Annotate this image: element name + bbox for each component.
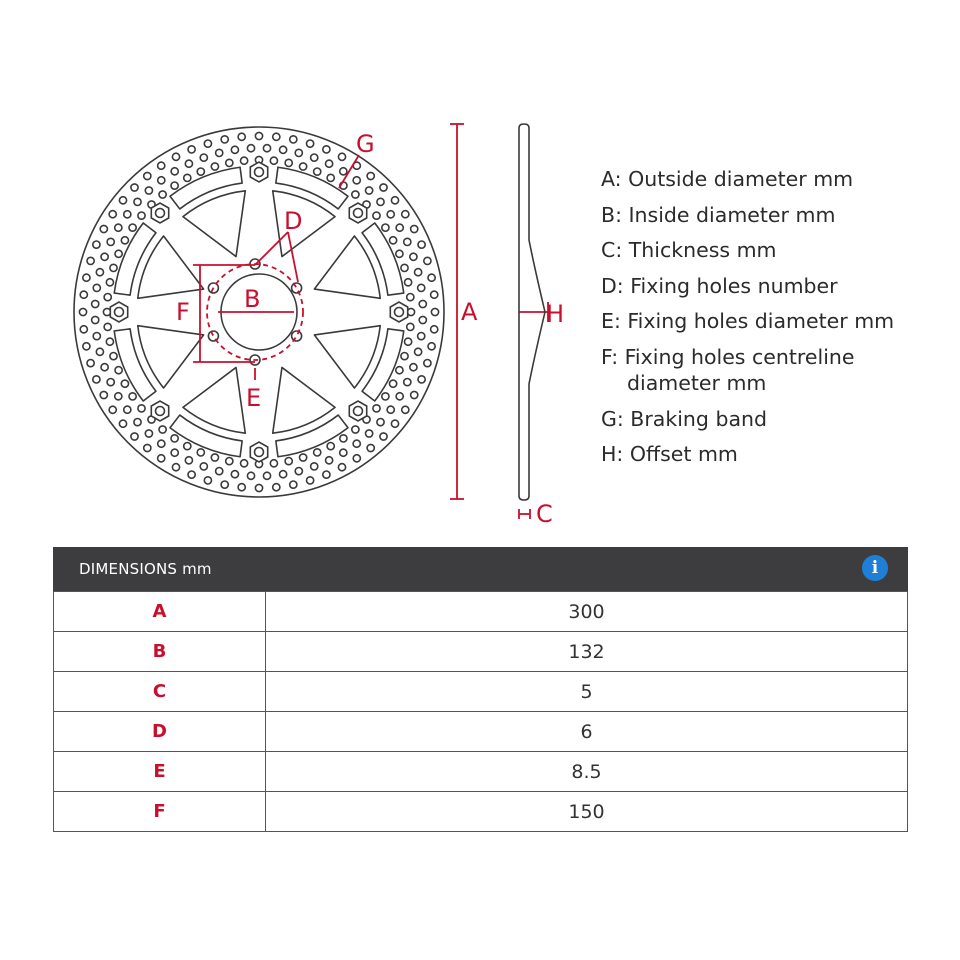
brake-hole xyxy=(390,237,397,244)
brake-hole xyxy=(431,308,438,315)
brake-hole xyxy=(327,174,334,181)
brake-hole xyxy=(407,294,414,301)
label-e: E xyxy=(246,384,262,412)
brake-hole xyxy=(80,326,87,333)
brake-hole xyxy=(382,224,389,231)
brake-hole xyxy=(158,440,165,447)
brake-hole xyxy=(184,174,191,181)
brake-hole xyxy=(407,323,414,330)
brake-hole xyxy=(185,160,192,167)
brake-hole xyxy=(231,146,238,153)
brake-hole xyxy=(185,457,192,464)
brake-hole xyxy=(380,184,387,191)
brake-hole xyxy=(290,136,297,143)
brake-hole xyxy=(401,353,408,360)
brake-hole xyxy=(106,338,113,345)
label-g: G xyxy=(356,130,375,158)
brake-hole xyxy=(396,393,403,400)
brake-hole xyxy=(419,316,426,323)
brake-hole xyxy=(241,460,248,467)
brake-hole xyxy=(390,380,397,387)
brake-hole xyxy=(93,284,100,291)
brake-hole xyxy=(92,316,99,323)
brake-hole xyxy=(158,177,165,184)
brake-hole xyxy=(415,348,422,355)
brake-hole xyxy=(144,444,151,451)
brake-hole xyxy=(145,187,152,194)
brake-hole xyxy=(124,211,131,218)
table-row xyxy=(54,672,908,712)
brake-hole xyxy=(87,257,94,264)
brake-hole xyxy=(418,241,425,248)
brake-hole xyxy=(211,454,218,461)
brake-hole xyxy=(307,477,314,484)
bobbin-hex xyxy=(110,302,127,322)
brake-hole xyxy=(221,481,228,488)
row-value: 6 xyxy=(266,712,908,752)
brake-hole xyxy=(171,449,178,456)
brake-hole xyxy=(396,367,403,374)
brake-hole xyxy=(377,419,384,426)
brake-hole xyxy=(100,391,107,398)
bobbin-hex xyxy=(250,442,267,462)
bobbin-hex xyxy=(151,401,168,421)
legend-item-g: G: Braking band xyxy=(601,406,768,431)
brake-hole xyxy=(387,406,394,413)
brake-hole xyxy=(121,237,128,244)
brake-hole xyxy=(353,440,360,447)
brake-hole xyxy=(107,379,114,386)
brake-hole xyxy=(221,136,228,143)
row-key: E xyxy=(54,752,266,792)
brake-hole xyxy=(255,484,262,491)
brake-hole xyxy=(311,463,318,470)
brake-hole xyxy=(300,163,307,170)
brake-hole xyxy=(159,191,166,198)
brake-hole xyxy=(158,455,165,462)
brake-hole xyxy=(418,376,425,383)
brake-hole xyxy=(131,184,138,191)
legend-item-e: E: Fixing holes diameter mm xyxy=(601,309,895,334)
brake-hole xyxy=(138,212,145,219)
brake-hole xyxy=(92,300,99,307)
brake-hole xyxy=(424,360,431,367)
label-b: B xyxy=(244,285,261,313)
label-a: A xyxy=(461,298,478,326)
fixing-hole xyxy=(292,283,302,293)
brake-hole xyxy=(226,458,233,465)
legend-item-h: H: Offset mm xyxy=(601,442,738,467)
brake-hole xyxy=(83,274,90,281)
brake-hole xyxy=(184,443,191,450)
label-c: C xyxy=(536,500,553,528)
brake-hole xyxy=(285,458,292,465)
row-key: B xyxy=(54,632,266,672)
brake-hole xyxy=(121,380,128,387)
brake-hole xyxy=(204,140,211,147)
table-row xyxy=(54,752,908,792)
brake-hole xyxy=(352,426,359,433)
brake-hole xyxy=(172,153,179,160)
brake-hole xyxy=(231,471,238,478)
brake-hole xyxy=(391,197,398,204)
brake-hole xyxy=(119,197,126,204)
brake-hole xyxy=(311,154,318,161)
brake-hole xyxy=(295,468,302,475)
brake-hole xyxy=(380,433,387,440)
brake-hole xyxy=(280,471,287,478)
brake-hole xyxy=(327,443,334,450)
brake-hole xyxy=(159,426,166,433)
row-key: F xyxy=(54,792,266,832)
brake-hole xyxy=(295,149,302,156)
brake-hole xyxy=(134,419,141,426)
row-key: C xyxy=(54,672,266,712)
brake-hole xyxy=(171,435,178,442)
brake-hole xyxy=(366,430,373,437)
table-row xyxy=(54,712,908,752)
dimensions-header xyxy=(53,547,908,591)
table-row xyxy=(54,592,908,632)
brake-hole xyxy=(340,435,347,442)
dimensions-grid xyxy=(53,591,908,832)
brake-hole xyxy=(138,405,145,412)
brake-hole xyxy=(129,224,136,231)
brake-hole xyxy=(216,149,223,156)
brake-hole xyxy=(424,257,431,264)
brake-hole xyxy=(353,455,360,462)
label-f: F xyxy=(176,298,190,326)
brake-hole xyxy=(270,157,277,164)
brake-hole xyxy=(382,393,389,400)
brake-hole xyxy=(373,405,380,412)
brake-hole xyxy=(211,163,218,170)
brake-hole xyxy=(387,211,394,218)
brake-hole xyxy=(101,364,108,371)
brake-hole xyxy=(323,471,330,478)
brake-hole xyxy=(93,333,100,340)
brake-hole xyxy=(238,133,245,140)
brake-hole xyxy=(145,430,152,437)
brake-hole xyxy=(323,146,330,153)
bobbin-hex xyxy=(390,302,407,322)
row-value: 5 xyxy=(266,672,908,712)
brake-hole xyxy=(110,353,117,360)
brake-hole xyxy=(280,146,287,153)
brake-hole xyxy=(366,187,373,194)
brake-hole xyxy=(314,168,321,175)
brake-hole xyxy=(340,168,347,175)
brake-hole xyxy=(263,472,270,479)
brake-hole xyxy=(247,145,254,152)
brake-hole xyxy=(172,464,179,471)
dimensions-table xyxy=(53,547,908,832)
brake-hole xyxy=(197,168,204,175)
brake-hole xyxy=(131,433,138,440)
brake-hole xyxy=(115,224,122,231)
brake-hole xyxy=(171,182,178,189)
brake-hole xyxy=(367,444,374,451)
brake-hole xyxy=(158,162,165,169)
row-value: 150 xyxy=(266,792,908,832)
brake-hole xyxy=(197,449,204,456)
legend-item-c: C: Thickness mm xyxy=(601,238,777,263)
brake-hole xyxy=(96,348,103,355)
label-h: H xyxy=(546,300,565,328)
brake-hole xyxy=(415,269,422,276)
brake-hole xyxy=(402,211,409,218)
legend-item-b: B: Inside diameter mm xyxy=(601,202,836,227)
brake-hole xyxy=(129,393,136,400)
brake-hole xyxy=(396,250,403,257)
brake-hole xyxy=(404,379,411,386)
brake-hole xyxy=(109,406,116,413)
brake-hole xyxy=(188,146,195,153)
bobbin-hex xyxy=(151,203,168,223)
row-value: 8.5 xyxy=(266,752,908,792)
brake-hole xyxy=(83,343,90,350)
brake-hole xyxy=(307,140,314,147)
brake-hole xyxy=(124,406,131,413)
brake-hole xyxy=(200,154,207,161)
brake-hole xyxy=(340,449,347,456)
brake-hole xyxy=(107,238,114,245)
brake-hole xyxy=(263,145,270,152)
brake-hole xyxy=(391,420,398,427)
row-value: 300 xyxy=(266,592,908,632)
brake-hole xyxy=(204,477,211,484)
brake-hole xyxy=(326,457,333,464)
fixing-hole xyxy=(208,331,218,341)
brake-hole xyxy=(115,367,122,374)
brake-hole xyxy=(273,484,280,491)
brake-hole xyxy=(216,468,223,475)
brake-hole xyxy=(171,168,178,175)
brake-hole xyxy=(428,343,435,350)
legend-list xyxy=(601,166,941,477)
brake-hole xyxy=(285,159,292,166)
legend-item-f xyxy=(601,344,941,396)
brake-hole xyxy=(119,420,126,427)
brake-hole xyxy=(101,253,108,260)
brake-hole xyxy=(353,177,360,184)
brake-hole xyxy=(419,300,426,307)
label-d: D xyxy=(284,207,303,235)
brake-hole xyxy=(188,471,195,478)
brake-hole xyxy=(93,241,100,248)
brake-hole xyxy=(431,291,438,298)
brake-hole xyxy=(93,376,100,383)
brake-hole xyxy=(401,264,408,271)
brake-hole xyxy=(134,198,141,205)
brake-hole xyxy=(96,269,103,276)
fixing-hole xyxy=(292,331,302,341)
brake-hole xyxy=(110,264,117,271)
legend-item-a: A: Outside diameter mm xyxy=(601,167,854,191)
brake-hole xyxy=(247,472,254,479)
brake-hole xyxy=(377,198,384,205)
brake-hole xyxy=(410,364,417,371)
brake-hole xyxy=(367,172,374,179)
brake-hole xyxy=(200,463,207,470)
legend-item-f-line2: diameter mm xyxy=(627,370,767,395)
brake-hole xyxy=(338,464,345,471)
brake-hole xyxy=(255,132,262,139)
brake-hole xyxy=(238,484,245,491)
brake-hole xyxy=(405,279,412,286)
brake-hole xyxy=(115,250,122,257)
row-key: A xyxy=(54,592,266,632)
brake-hole xyxy=(411,391,418,398)
brake-hole xyxy=(405,338,412,345)
brake-hole xyxy=(404,238,411,245)
brake-hole xyxy=(431,326,438,333)
brake-hole xyxy=(226,159,233,166)
row-value: 132 xyxy=(266,632,908,672)
brake-hole xyxy=(300,454,307,461)
brake-hole xyxy=(290,481,297,488)
brake-hole xyxy=(373,212,380,219)
brake-hole xyxy=(87,360,94,367)
dimensions-title: DIMENSIONS mm xyxy=(79,560,212,578)
brake-hole xyxy=(326,160,333,167)
brake-hole xyxy=(109,211,116,218)
brake-hole xyxy=(352,191,359,198)
table-row xyxy=(54,792,908,832)
brake-hole xyxy=(100,225,107,232)
legend-item-f-line1: F: Fixing holes centreline xyxy=(601,344,855,369)
brake-hole xyxy=(144,172,151,179)
table-row xyxy=(54,632,908,672)
brake-hole xyxy=(410,253,417,260)
brake-hole xyxy=(418,284,425,291)
brake-hole xyxy=(396,224,403,231)
brake-hole xyxy=(338,153,345,160)
bobbin-hex xyxy=(250,162,267,182)
brake-hole xyxy=(411,225,418,232)
brake-hole xyxy=(241,157,248,164)
brake-hole xyxy=(104,323,111,330)
bobbin-hex xyxy=(349,203,366,223)
legend-item-d: D: Fixing holes number xyxy=(601,273,838,298)
info-icon[interactable]: i xyxy=(862,555,888,581)
brake-hole xyxy=(79,308,86,315)
brake-hole xyxy=(273,133,280,140)
bobbin-hex xyxy=(349,401,366,421)
brake-hole xyxy=(115,393,122,400)
brake-hole xyxy=(418,333,425,340)
brake-hole xyxy=(428,274,435,281)
row-key: D xyxy=(54,712,266,752)
brake-hole xyxy=(80,291,87,298)
brake-hole xyxy=(314,449,321,456)
brake-hole xyxy=(104,294,111,301)
brake-hole xyxy=(106,279,113,286)
brake-hole xyxy=(402,406,409,413)
brake-hole xyxy=(270,460,277,467)
